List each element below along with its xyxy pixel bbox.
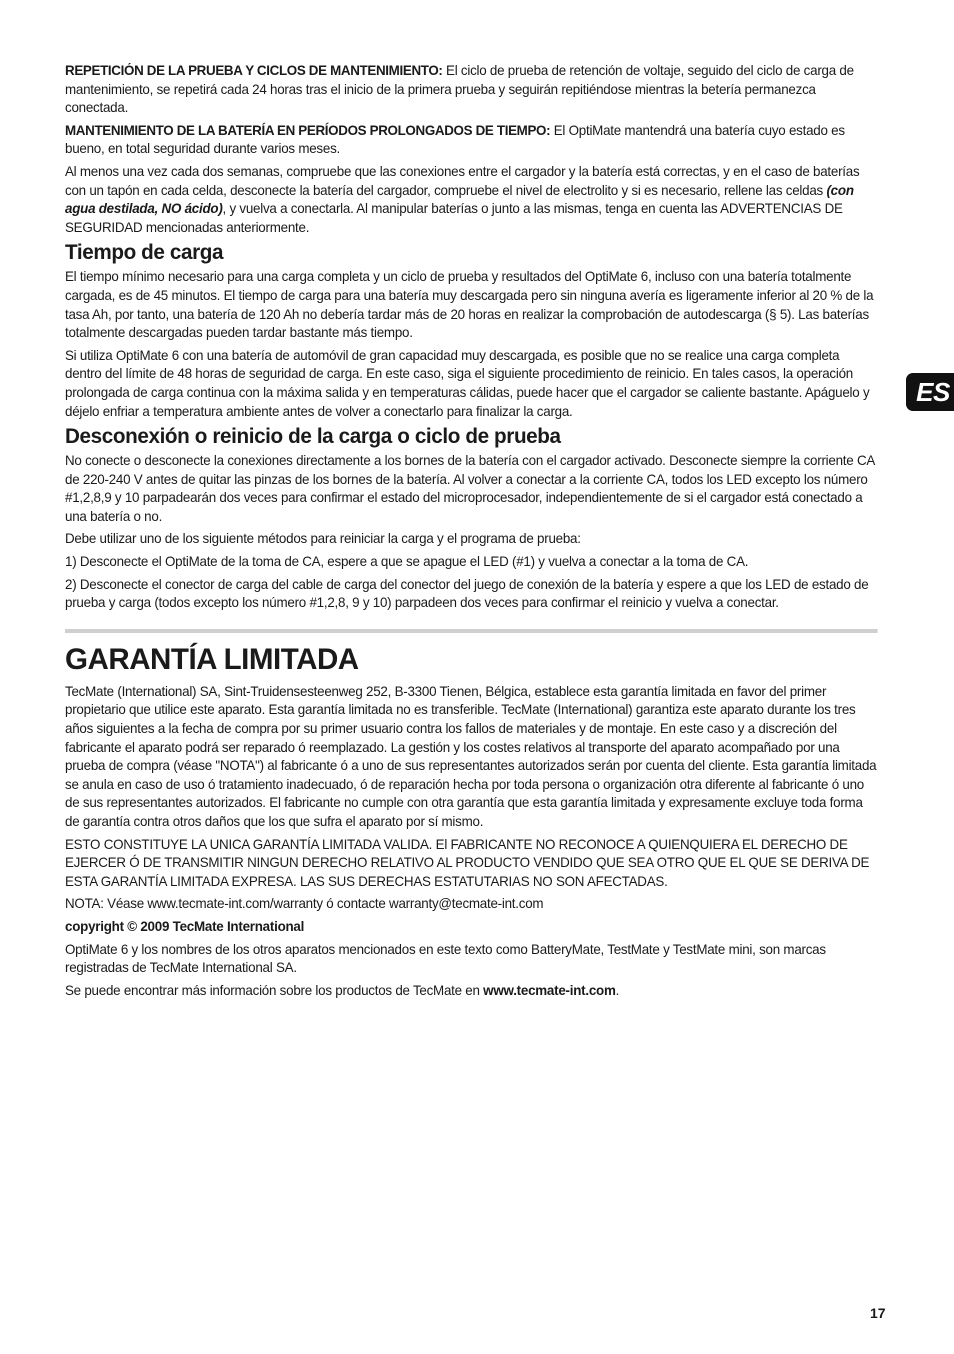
warranty-paragraph-1: TecMate (International) SA, Sint-Truidensesteenweg 252, B-3300 Tienen, Bélgica, establece esta garantía limitada en favor del primer propietario que utilice este aparato. Esta garantía limitada no es transferible. TecMate (International) garantiza este aparato durante los tres años siguientes a la fecha de compra por su primer usuario contra los fallos de materiales y de montaje. En este caso y a discreción del fabricante el aparato podrá ser reparado ó reemplazado. La gestión y los costes relativos al transporte del aparato acompañado por una prueba de compra (véase "NOTA") al fabricante ó a uno de sus representantes autorizados serán por cuenta del cliente. Esta garantía limitada se anula en caso de uso ó tratamiento inadecuado, ó de reparación hecha por toda persona o organización otra diferente al fabricante ó uno de sus representantes autorizados. El fabricante no cumple con otra garantía que esta garantía limitada y expresamente excluye toda forma de garantía contra otros daños que los que sufra el aparato por sí mismo. <box>65 683 877 829</box>
retest-lead: REPETICIÓN DE LA PRUEBA Y CICLOS DE MANTENIMIENTO: <box>65 63 443 78</box>
long-term-text: El OptiMate mantendrá una batería cuyo estado es bueno, en total seguridad durante varios meses. <box>65 122 845 157</box>
disconnect-step-1: 1) Desconecte el OptiMate de la toma de CA, espere a que se apague el LED (#1) y vuelva a conectar a la toma de CA. <box>65 554 749 570</box>
retest-text: El ciclo de prueba de retención de voltaje, seguido del ciclo de carga de mantenimiento, se repetirá cada 24 horas tras el inicio de la primera prueba y seguirán repitiéndose mientras la betería permanezca conectada. <box>65 63 854 116</box>
more-info-end: . <box>615 982 620 998</box>
check-text-1: Al menos una vez cada dos semanas, compruebe que las conexiones entre el cargador y la batería está correctas, y en el caso de baterías con un tapón en cada celda, desconecte la batería del cargador, compruebe el nivel de electrolito y si es necesario, rellene las celdas <box>65 163 860 198</box>
warranty-note: NOTA: Véase www.tecmate-int.com/warranty ó contacte warranty@tecmate-int.com <box>65 896 544 912</box>
long-term-lead: MANTENIMIENTO DE LA BATERÍA EN PERÍODOS PROLONGADOS DE TIEMPO: <box>65 122 551 138</box>
charge-time-paragraph-1: El tiempo mínimo necesario para una carga completa y un ciclo de prueba y resultados del OptiMate 6, incluso con una batería totalmente cargada, es de 45 minutos. El tiempo de carga para una batería muy descargada pero sin ninguna avería es ligeramente inferior al 20 % de la tasa Ah, por tanto, una batería de 120 Ah no debería tardar más de 20 horas en realizar la comprobación de autodescarga (§ 5). Las baterías totalmente descargadas pueden tardar bastante más tiempo. <box>65 269 874 341</box>
disconnect-paragraph-1: No conecte o desconecte la conexiones directamente a los bornes de la batería con el cargador activado. Desconecte siempre la corriente CA de 220-240 V antes de quitar las pinzas de los bornes de la batería. Al volver a conectar a la corriente CA, todos los LED excepto los número #1,2,8,9 y 10 parpadearán dos veces para confirmar el estado del microprocesador, independientemente de si el cargador está conectado a una batería o no. <box>65 453 875 524</box>
disconnect-step-2: 2) Desconecte el conector de carga del cable de carga del conector del juego de conexión de la batería y espere a que los LED de estado de prueba y carga (todos excepto los número #1,2,8, 9 y 10) parpadeen dos veces para confirmar el reinicio y vuelva a conectar. <box>65 576 869 611</box>
website-link[interactable]: www.tecmate-int.com <box>483 982 616 998</box>
language-tab: ES <box>906 373 954 411</box>
copyright-line: copyright © 2009 TecMate International <box>65 918 305 934</box>
disconnect-paragraph-2: Debe utilizar uno de los siguiente métodos para reiniciar la carga y el programa de prueba: <box>65 531 581 547</box>
disconnect-heading: Desconexión o reinicio de la carga o ciclo de prueba <box>65 425 561 449</box>
retest-paragraph <box>65 62 878 118</box>
page-number: 17 <box>870 1305 886 1321</box>
more-info-paragraph <box>65 982 878 1001</box>
charge-time-heading: Tiempo de carga <box>65 241 224 265</box>
check-text-2: , y vuelva a conectarla. Al manipular baterías o junto a las mismas, tenga en cuenta las ADVERTENCIAS DE SEGURIDAD mencionadas anteriormente. <box>65 201 843 235</box>
warranty-heading: GARANTÍA LIMITADA <box>65 642 359 676</box>
charge-time-paragraph-2: Si utiliza OptiMate 6 con una batería de automóvil de gran capacidad muy descargada, es posible que no se realice una carga completa dentro del límite de 48 horas de seguridad de carga. En este caso, siga el siguiente procedimiento de reinicio. En tales casos, la operación prolongada de carga continua con la máxima salida y en temperaturas cálidas, puede hacer que el cargador se caliente bastante. Apáguelo y déjelo enfriar a temperatura ambiente antes de volver a conectarlo para finalizar la carga. <box>65 347 870 419</box>
more-info-text: Se puede encontrar más información sobre los productos de TecMate en <box>65 982 484 998</box>
page-content <box>65 62 878 1004</box>
check-emphasis: (con agua destilada, NO ácido) <box>65 182 854 217</box>
section-divider <box>65 629 878 633</box>
trademarks-paragraph: OptiMate 6 y los nombres de los otros aparatos mencionados en este texto como BatteryMate, TestMate y TestMate mini, son marcas registradas de TecMate International SA. <box>65 941 826 976</box>
check-paragraph <box>65 163 878 237</box>
warranty-paragraph-2: ESTO CONSTITUYE LA UNICA GARANTÍA LIMITADA VALIDA. El FABRICANTE NO RECONOCE A QUIENQUIERA EL DERECHO DE EJERCER Ó DE TRANSMITIR NINGUN DERECHO RELATIVO AL PRODUCTO VENDIDO QUE SEA OTRO QUE EL QUE SE DERIVA DE ESTA GARANTÍA LIMITADA EXPRESA. LAS SUS DERECHAS ESTATUTARIAS NO SON AFECTADAS. <box>65 836 870 889</box>
long-term-paragraph <box>65 122 878 159</box>
